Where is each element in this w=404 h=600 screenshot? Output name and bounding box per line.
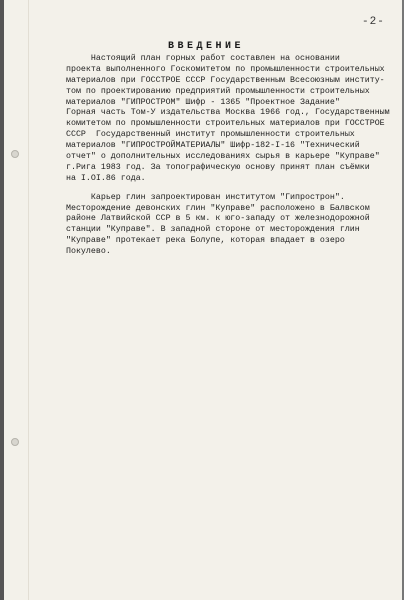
- text-line: Месторождение девонских глин "Куправе" расположено в Балвском: [66, 203, 370, 213]
- text-line: том по проектированию предприятий промышленности строительных: [66, 86, 370, 96]
- text-line: Горная часть Том-У издательства Москва 1966 год., Государственным: [66, 108, 390, 118]
- page-number: -2-: [362, 16, 385, 28]
- margin-rule: [28, 0, 29, 600]
- text-line: Карьер глин запроектирован институтом "Гипрострон".: [66, 192, 345, 202]
- text-line: районе Латвийской ССР в 5 км. к юго-западу от железнодорожной: [66, 214, 370, 224]
- text-line: "Куправе" протекает река Болупе, которая впадает в озеро: [66, 236, 345, 246]
- text-line: материалов при ГОССТРОЕ СССР Государственным Всесоюзным институ-: [66, 75, 385, 85]
- body-text: [66, 54, 402, 258]
- text-line: СССР Государственный институт промышленности строительных: [66, 130, 355, 140]
- paragraph: [66, 193, 402, 258]
- text-line: комитетом по промышленности строительных материалов при ГОССТРОЕ: [66, 119, 385, 129]
- text-line: на I.OI.86 года.: [66, 173, 146, 183]
- text-line: проекта выполненного Госкомитетом по промышленности строительных: [66, 64, 385, 74]
- text-line: материалов "ГИПРОСТРОЙМАТЕРИАЛЫ" Шифр-182-I-16 "Технический: [66, 141, 360, 151]
- text-line: станции "Куправе". В западной стороне от месторождения глин: [66, 225, 360, 235]
- punch-hole-bottom: [11, 438, 19, 446]
- text-line: Настоящий план горных работ составлен на основании: [66, 54, 340, 63]
- text-line: отчет" о дополнительных исследованиях сырья в карьере "Куправе": [66, 152, 380, 162]
- paragraph: [66, 54, 402, 185]
- text-line: материалов "ГИПРОСТРОМ" Шифр - 1365 "Проектное Задание": [66, 97, 340, 107]
- text-line: Покулево.: [66, 247, 111, 257]
- text-line: г.Рига 1983 год. За топографическую основу принят план съёмки: [66, 162, 370, 172]
- paragraph-gap: [66, 185, 402, 193]
- document-heading: ВВЕДЕНИЕ: [167, 41, 244, 52]
- punch-hole-top: [11, 150, 19, 158]
